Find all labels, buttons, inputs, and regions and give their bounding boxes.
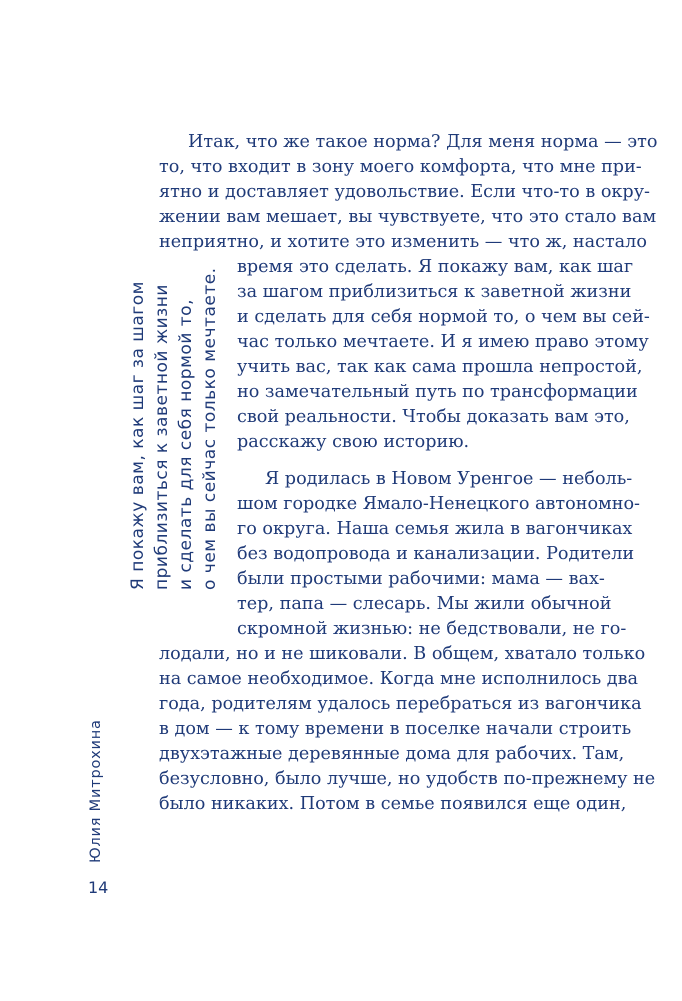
text-line: расскажу свою историю. [237,432,470,452]
text-line: и сделать для себя нормой то, о чем вы сей- [237,307,650,327]
text-line: жении вам мешает, вы чувствуете, что это стало вам [159,207,657,227]
text-line: Я родилась в Новом Уренгое — неболь- [265,469,633,489]
text-line: в дом — к тому времени в поселке начали строить [159,719,632,739]
author-running-head: Юлия Митрохина [88,719,104,863]
text-line: были простыми рабочими: мама — вах- [237,569,605,589]
text-line: го округа. Наша семья жила в вагончиках [237,519,633,539]
text-line: шом городке Ямало-Ненецкого автономно- [237,494,641,514]
text-line: двухэтажные деревянные дома для рабочих. Там, [159,744,625,764]
text-line: безусловно, было лучше, но удобств по-прежнему не [159,769,656,789]
text-line: учить вас, так как сама прошла непростой, [237,357,643,377]
text-line: скромной жизнью: не бедствовали, не го- [237,619,627,639]
text-line: было никаких. Потом в семье появился еще один, [159,794,627,814]
pull-quote [128,267,220,590]
text-line: свой реальности. Чтобы доказать вам это, [237,407,630,427]
page-number: 14 [88,878,109,897]
pull-quote-line: и сделать для себя нормой то, [176,299,196,590]
text-line: ятно и доставляет удовольствие. Если что-то в окру- [159,182,650,202]
pull-quote-line: приблизиться к заветной жизни [152,284,172,590]
text-line: неприятно, и хотите это изменить — что ж, настало [159,232,647,252]
text-line: года, родителям удалось перебраться из вагончика [159,694,642,714]
pull-quote-line: Я покажу вам, как шаг за шагом [128,281,148,590]
text-line: время это сделать. Я покажу вам, как шаг [237,257,634,277]
text-line: за шагом приблизиться к заветной жизни [237,282,632,302]
pull-quote-line: о чем вы сейчас только мечтаете. [200,267,220,590]
text-line: но замечательный путь по трансформации [237,382,638,402]
text-line: без водопровода и канализации. Родители [237,544,635,564]
text-line: на самое необходимое. Когда мне исполнилось два [159,669,639,689]
text-line: час только мечтаете. И я имею право этому [237,332,649,352]
text-line: тер, папа — слесарь. Мы жили обычной [237,594,612,614]
text-line: то, что входит в зону моего комфорта, что мне при- [159,157,642,177]
text-line: Итак, что же такое норма? Для меня норма — это [188,132,658,152]
text-line: лодали, но и не шиковали. В общем, хватало только [159,644,646,664]
